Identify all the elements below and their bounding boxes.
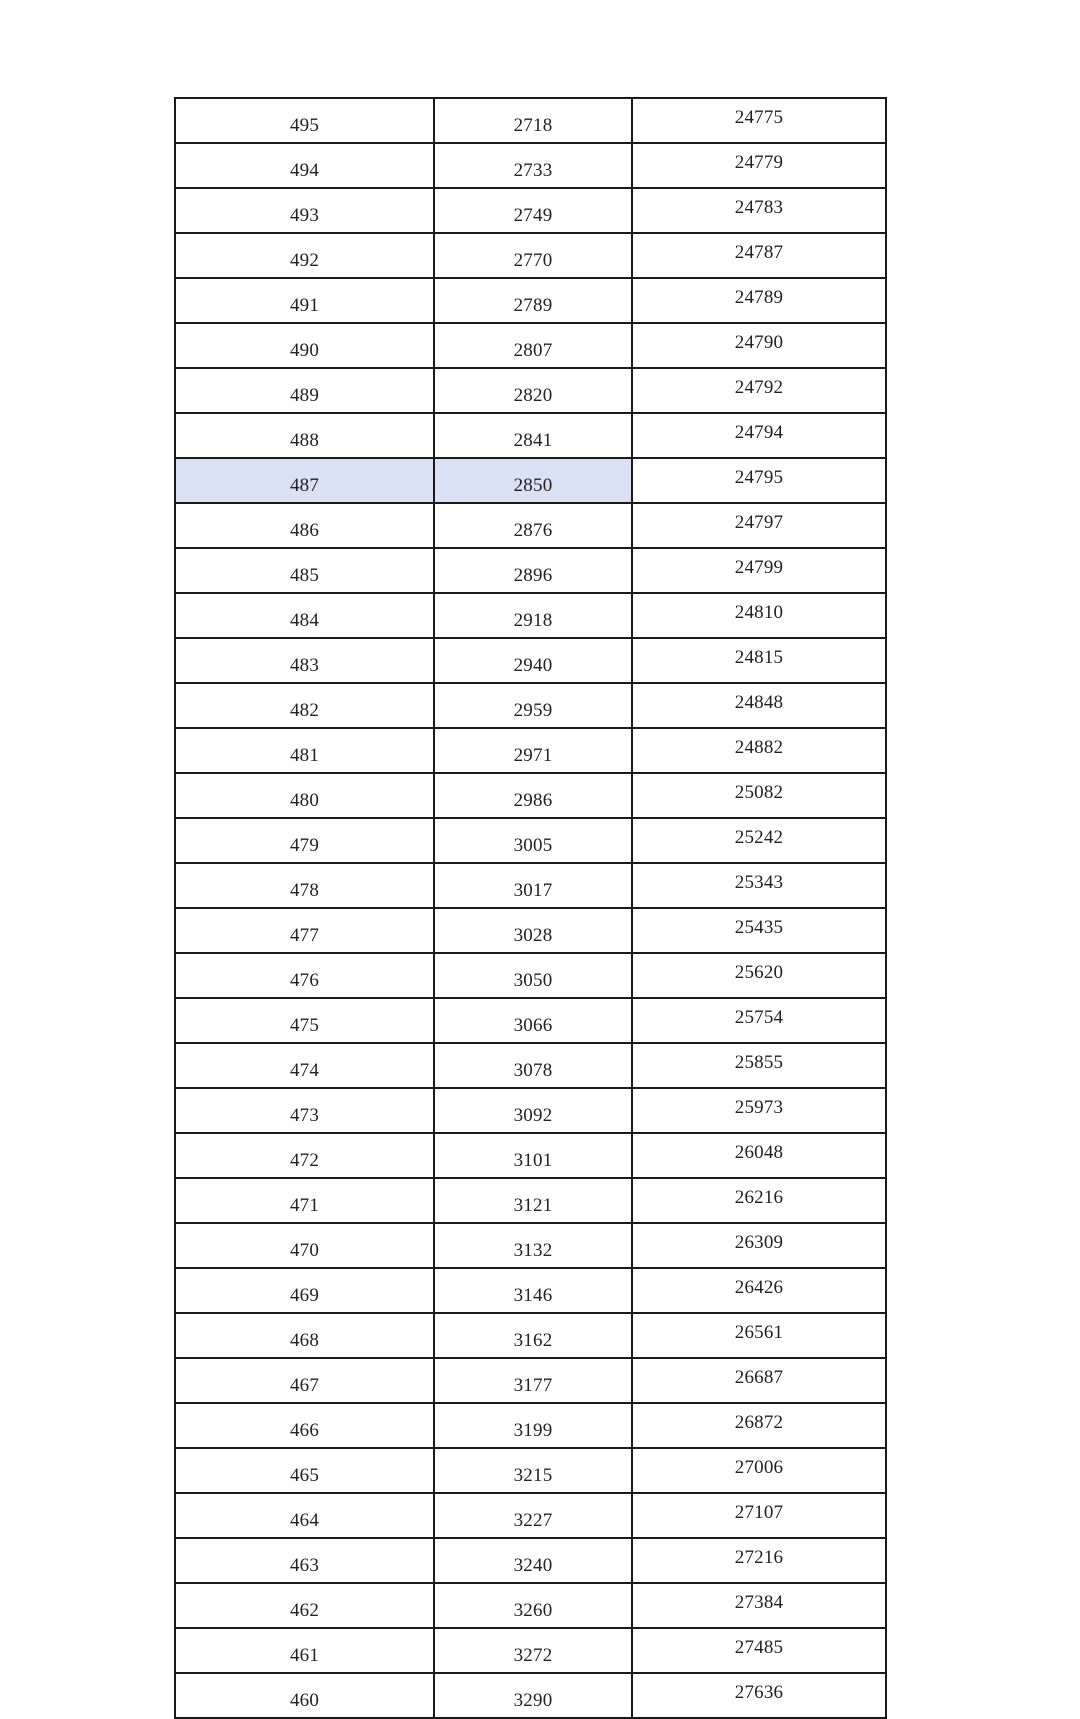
score-cell: 495 [175,98,434,143]
score-cell: 487 [175,458,434,503]
count-cell: 3092 [434,1088,632,1133]
table-row [175,1133,886,1178]
cumulative-cell: 25855 [632,1043,886,1088]
score-cell: 471 [175,1178,434,1223]
table-row [175,323,886,368]
count-cell: 3017 [434,863,632,908]
score-cell: 493 [175,188,434,233]
cumulative-cell: 26426 [632,1268,886,1313]
count-cell: 2971 [434,728,632,773]
count-cell: 2959 [434,683,632,728]
score-cell: 479 [175,818,434,863]
score-cell: 494 [175,143,434,188]
table-row [175,458,886,503]
score-cell: 473 [175,1088,434,1133]
score-cell: 489 [175,368,434,413]
score-cell: 472 [175,1133,434,1178]
cumulative-cell: 27384 [632,1583,886,1628]
cumulative-cell: 25082 [632,773,886,818]
table-row [175,728,886,773]
score-cell: 490 [175,323,434,368]
cumulative-cell: 27107 [632,1493,886,1538]
table-row [175,1043,886,1088]
score-cell: 462 [175,1583,434,1628]
cumulative-cell: 25973 [632,1088,886,1133]
count-cell: 2807 [434,323,632,368]
cumulative-cell: 26687 [632,1358,886,1403]
count-cell: 2770 [434,233,632,278]
score-cell: 483 [175,638,434,683]
cumulative-cell: 25435 [632,908,886,953]
count-cell: 3121 [434,1178,632,1223]
score-cell: 475 [175,998,434,1043]
table-row [175,908,886,953]
score-cell: 477 [175,908,434,953]
table-row [175,1223,886,1268]
table-row [175,1313,886,1358]
cumulative-cell: 24848 [632,683,886,728]
score-cell: 478 [175,863,434,908]
cumulative-cell: 24792 [632,368,886,413]
table-row [175,143,886,188]
cumulative-cell: 26048 [632,1133,886,1178]
cumulative-cell: 25242 [632,818,886,863]
count-cell: 3260 [434,1583,632,1628]
cumulative-cell: 26216 [632,1178,886,1223]
count-cell: 2896 [434,548,632,593]
table-row [175,593,886,638]
score-cell: 468 [175,1313,434,1358]
cumulative-cell: 24799 [632,548,886,593]
table-row [175,638,886,683]
count-cell: 3290 [434,1673,632,1718]
count-cell: 3132 [434,1223,632,1268]
score-cell: 463 [175,1538,434,1583]
cumulative-cell: 27216 [632,1538,886,1583]
table-row [175,1268,886,1313]
score-cell: 476 [175,953,434,998]
table-row [175,1628,886,1673]
table-row [175,953,886,998]
count-cell: 3177 [434,1358,632,1403]
score-cell: 484 [175,593,434,638]
table-row [175,1448,886,1493]
cumulative-cell: 24779 [632,143,886,188]
table-row [175,863,886,908]
table-row [175,98,886,143]
score-cell: 481 [175,728,434,773]
count-cell: 3050 [434,953,632,998]
count-cell: 3066 [434,998,632,1043]
cumulative-cell: 24810 [632,593,886,638]
cumulative-cell: 24790 [632,323,886,368]
score-cell: 491 [175,278,434,323]
cumulative-cell: 26561 [632,1313,886,1358]
count-cell: 2718 [434,98,632,143]
cumulative-cell: 24794 [632,413,886,458]
table-row [175,998,886,1043]
cumulative-cell: 27485 [632,1628,886,1673]
count-cell: 2841 [434,413,632,458]
table-row [175,818,886,863]
count-cell: 2986 [434,773,632,818]
table-row [175,1178,886,1223]
count-cell: 2749 [434,188,632,233]
count-cell: 3146 [434,1268,632,1313]
count-cell: 2940 [434,638,632,683]
cumulative-cell: 25343 [632,863,886,908]
score-cell: 461 [175,1628,434,1673]
score-cell: 474 [175,1043,434,1088]
count-cell: 3005 [434,818,632,863]
count-cell: 3199 [434,1403,632,1448]
count-cell: 3272 [434,1628,632,1673]
score-cell: 467 [175,1358,434,1403]
count-cell: 3078 [434,1043,632,1088]
count-cell: 3215 [434,1448,632,1493]
table-row [175,368,886,413]
cumulative-cell: 24789 [632,278,886,323]
count-cell: 3240 [434,1538,632,1583]
score-cell: 460 [175,1673,434,1718]
table-row [175,548,886,593]
score-cell: 488 [175,413,434,458]
cumulative-cell: 26872 [632,1403,886,1448]
table-row [175,413,886,458]
table-row [175,1358,886,1403]
score-rank-table [174,97,887,1719]
count-cell: 3162 [434,1313,632,1358]
table-row [175,683,886,728]
cumulative-cell: 24795 [632,458,886,503]
count-cell: 3101 [434,1133,632,1178]
cumulative-cell: 24787 [632,233,886,278]
count-cell: 3227 [434,1493,632,1538]
score-cell: 486 [175,503,434,548]
score-cell: 465 [175,1448,434,1493]
table-row [175,503,886,548]
table-row [175,1538,886,1583]
table-row [175,1088,886,1133]
count-cell: 2918 [434,593,632,638]
table-row [175,188,886,233]
cumulative-cell: 24882 [632,728,886,773]
table-row [175,1493,886,1538]
count-cell: 2876 [434,503,632,548]
score-cell: 470 [175,1223,434,1268]
table-row [175,233,886,278]
score-cell: 469 [175,1268,434,1313]
cumulative-cell: 24815 [632,638,886,683]
cumulative-cell: 26309 [632,1223,886,1268]
score-cell: 466 [175,1403,434,1448]
cumulative-cell: 25754 [632,998,886,1043]
table-body [175,98,886,1718]
score-cell: 492 [175,233,434,278]
cumulative-cell: 24783 [632,188,886,233]
cumulative-cell: 24775 [632,98,886,143]
score-cell: 485 [175,548,434,593]
count-cell: 2850 [434,458,632,503]
count-cell: 2733 [434,143,632,188]
table-row [175,1403,886,1448]
cumulative-cell: 27006 [632,1448,886,1493]
table-row [175,1583,886,1628]
count-cell: 2789 [434,278,632,323]
score-cell: 464 [175,1493,434,1538]
score-cell: 482 [175,683,434,728]
count-cell: 2820 [434,368,632,413]
table-row [175,278,886,323]
table-row [175,773,886,818]
cumulative-cell: 25620 [632,953,886,998]
score-cell: 480 [175,773,434,818]
table-row [175,1673,886,1718]
cumulative-cell: 27636 [632,1673,886,1718]
cumulative-cell: 24797 [632,503,886,548]
count-cell: 3028 [434,908,632,953]
